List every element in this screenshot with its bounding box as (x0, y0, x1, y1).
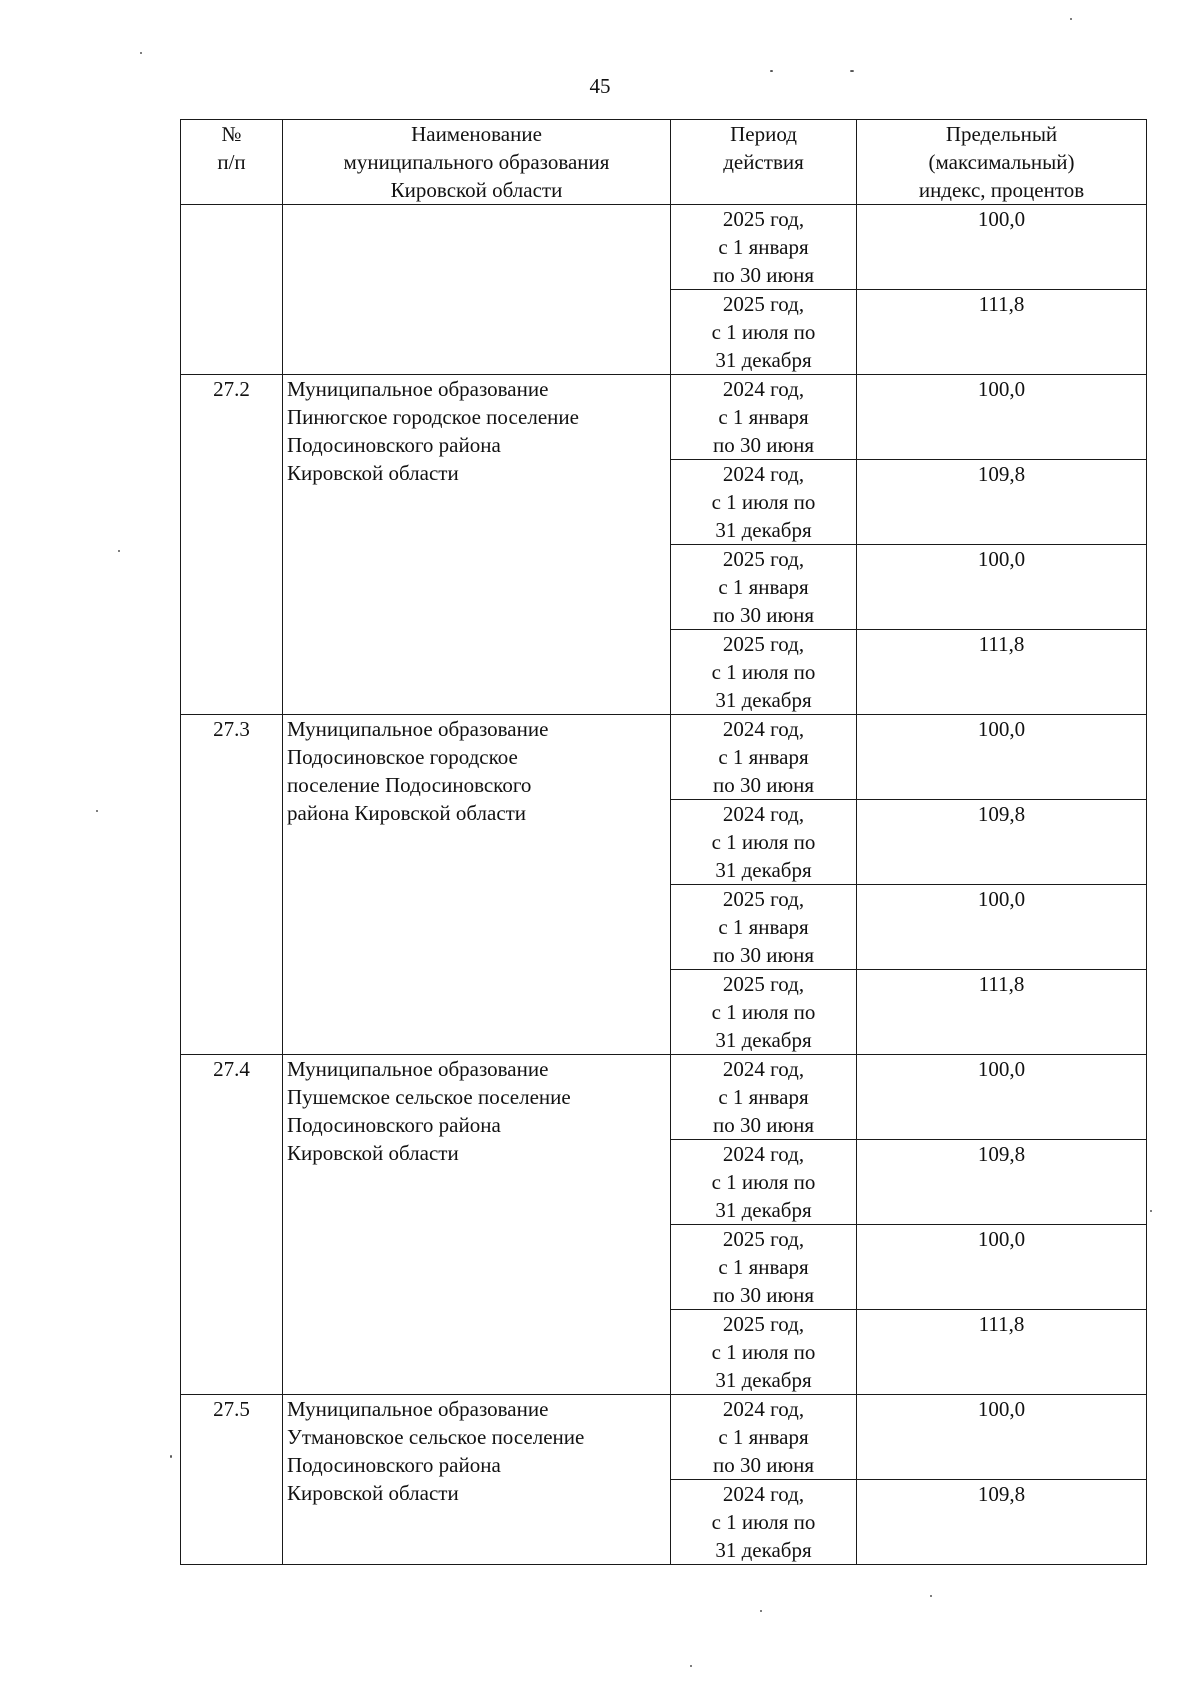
max-index-cell: 109,8 (857, 1140, 1147, 1225)
municipality-name-line: поселение Подосиновского (287, 773, 532, 797)
period-line: 31 декабря (715, 1368, 812, 1392)
period-line: 2025 год, (722, 292, 805, 316)
row-number-cell: 27.3 (181, 715, 283, 1055)
period-line: по 30 июня (712, 773, 815, 797)
row-number-cell: 27.5 (181, 1395, 283, 1565)
period-cell (671, 375, 857, 460)
period-line: по 30 июня (712, 943, 815, 967)
period-cell (671, 205, 857, 290)
municipality-name-line: района Кировской области (287, 801, 527, 825)
municipality-name-cell (283, 1395, 671, 1565)
period-line: с 1 июля по (711, 490, 816, 514)
period-cell (671, 1310, 857, 1395)
period-line: по 30 июня (712, 1453, 815, 1477)
municipality-name-line: Пушемское сельское поселение (287, 1085, 571, 1109)
period-line: по 30 июня (712, 603, 815, 627)
municipality-name-line: Подосиновское городское (287, 745, 518, 769)
period-line: по 30 июня (712, 1113, 815, 1137)
period-line: по 30 июня (712, 1283, 815, 1307)
max-index-cell: 109,8 (857, 460, 1147, 545)
period-line: 31 декабря (715, 348, 812, 372)
period-line: 31 декабря (715, 688, 812, 712)
municipality-name-line: Муниципальное образование (287, 717, 549, 741)
period-cell (671, 885, 857, 970)
period-line: 2024 год, (722, 377, 805, 401)
municipality-name-cell (283, 1055, 671, 1395)
scan-speck (1150, 1210, 1152, 1212)
max-index-cell: 100,0 (857, 1225, 1147, 1310)
period-line: с 1 июля по (711, 830, 816, 854)
period-cell (671, 545, 857, 630)
period-line: по 30 июня (712, 433, 815, 457)
max-index-cell: 100,0 (857, 885, 1147, 970)
period-line: 2025 год, (722, 207, 805, 231)
header-period: Период действия (671, 120, 857, 205)
max-index-cell: 111,8 (857, 290, 1147, 375)
table-body (181, 205, 1147, 1565)
scan-speck (170, 1455, 172, 1458)
period-cell (671, 1395, 857, 1480)
period-line: 31 декабря (715, 1028, 812, 1052)
header-row (181, 120, 1147, 205)
period-line: с 1 января (718, 235, 809, 259)
period-line: с 1 января (718, 745, 809, 769)
period-line: 2024 год, (722, 1057, 805, 1081)
scan-speck (118, 550, 120, 552)
municipality-name-line: Муниципальное образование (287, 377, 549, 401)
max-index-cell: 100,0 (857, 545, 1147, 630)
max-index-cell: 111,8 (857, 630, 1147, 715)
table-row (181, 1055, 1147, 1140)
max-index-cell: 111,8 (857, 970, 1147, 1055)
municipality-name-line: Утмановское сельское поселение (287, 1425, 585, 1449)
period-line: 2024 год, (722, 802, 805, 826)
period-line: с 1 июля по (711, 320, 816, 344)
header-municipality-name: Наименование муниципального образования Кировской области (283, 120, 671, 205)
table-row (181, 205, 1147, 290)
period-cell (671, 800, 857, 885)
scan-speck (140, 52, 142, 54)
period-line: 2025 год, (722, 887, 805, 911)
period-line: 2024 год, (722, 462, 805, 486)
max-index-cell: 100,0 (857, 375, 1147, 460)
period-line: 31 декабря (715, 858, 812, 882)
period-line: с 1 июля по (711, 1510, 816, 1534)
municipality-name-cell (283, 205, 671, 375)
max-index-cell: 109,8 (857, 1480, 1147, 1565)
municipality-name-line: Муниципальное образование (287, 1057, 549, 1081)
scan-speck (690, 1665, 692, 1667)
period-line: с 1 января (718, 1425, 809, 1449)
period-cell (671, 1480, 857, 1565)
period-line: с 1 января (718, 405, 809, 429)
period-line: 2025 год, (722, 547, 805, 571)
municipality-name-line: Подосиновского района (287, 1113, 501, 1137)
max-index-cell: 100,0 (857, 1055, 1147, 1140)
period-cell (671, 630, 857, 715)
municipality-name-cell (283, 715, 671, 1055)
municipality-name-line: Муниципальное образование (287, 1397, 549, 1421)
max-index-cell: 100,0 (857, 715, 1147, 800)
table-row (181, 1395, 1147, 1480)
municipality-name-line: Кировской области (287, 1481, 459, 1505)
period-line: 31 декабря (715, 1198, 812, 1222)
period-line: 2024 год, (722, 1142, 805, 1166)
period-line: с 1 января (718, 1085, 809, 1109)
period-line: 2024 год, (722, 1482, 805, 1506)
scan-speck (760, 1610, 762, 1612)
period-line: по 30 июня (712, 263, 815, 287)
period-line: с 1 января (718, 575, 809, 599)
municipality-name-cell (283, 375, 671, 715)
period-cell (671, 1140, 857, 1225)
period-cell (671, 290, 857, 375)
table-row (181, 375, 1147, 460)
max-index-cell: 111,8 (857, 1310, 1147, 1395)
row-number-cell (181, 205, 283, 375)
period-line: с 1 июля по (711, 1000, 816, 1024)
period-cell (671, 1225, 857, 1310)
tariff-index-table (180, 119, 1147, 1565)
municipality-name-line: Кировской области (287, 461, 459, 485)
table-header (181, 120, 1147, 205)
period-line: 31 декабря (715, 518, 812, 542)
period-line: 2025 год, (722, 1227, 805, 1251)
header-number: № п/п (181, 120, 283, 205)
municipality-name-line: Пинюгское городское поселение (287, 405, 579, 429)
period-cell (671, 460, 857, 545)
scan-speck (930, 1595, 932, 1597)
period-line: 31 декабря (715, 1538, 812, 1562)
period-line: с 1 января (718, 915, 809, 939)
max-index-cell: 100,0 (857, 205, 1147, 290)
period-line: 2025 год, (722, 1312, 805, 1336)
scan-speck (770, 70, 773, 72)
period-line: 2024 год, (722, 1397, 805, 1421)
period-line: с 1 июля по (711, 1170, 816, 1194)
period-line: 2025 год, (722, 972, 805, 996)
period-line: с 1 июля по (711, 660, 816, 684)
max-index-cell: 109,8 (857, 800, 1147, 885)
municipality-name-line: Подосиновского района (287, 1453, 501, 1477)
scan-speck (1070, 18, 1072, 20)
header-max-index: Предельный (максимальный) индекс, процентов (857, 120, 1147, 205)
period-line: с 1 января (718, 1255, 809, 1279)
municipality-name-line: Подосиновского района (287, 433, 501, 457)
period-cell (671, 715, 857, 800)
period-line: с 1 июля по (711, 1340, 816, 1364)
scan-speck (850, 70, 854, 72)
table-row (181, 715, 1147, 800)
period-line: 2025 год, (722, 632, 805, 656)
row-number-cell: 27.4 (181, 1055, 283, 1395)
period-cell (671, 1055, 857, 1140)
period-line: 2024 год, (722, 717, 805, 741)
row-number-cell: 27.2 (181, 375, 283, 715)
max-index-cell: 100,0 (857, 1395, 1147, 1480)
page-number: 45 (589, 74, 611, 98)
period-cell (671, 970, 857, 1055)
municipality-name-line: Кировской области (287, 1141, 459, 1165)
scan-speck (96, 810, 98, 812)
